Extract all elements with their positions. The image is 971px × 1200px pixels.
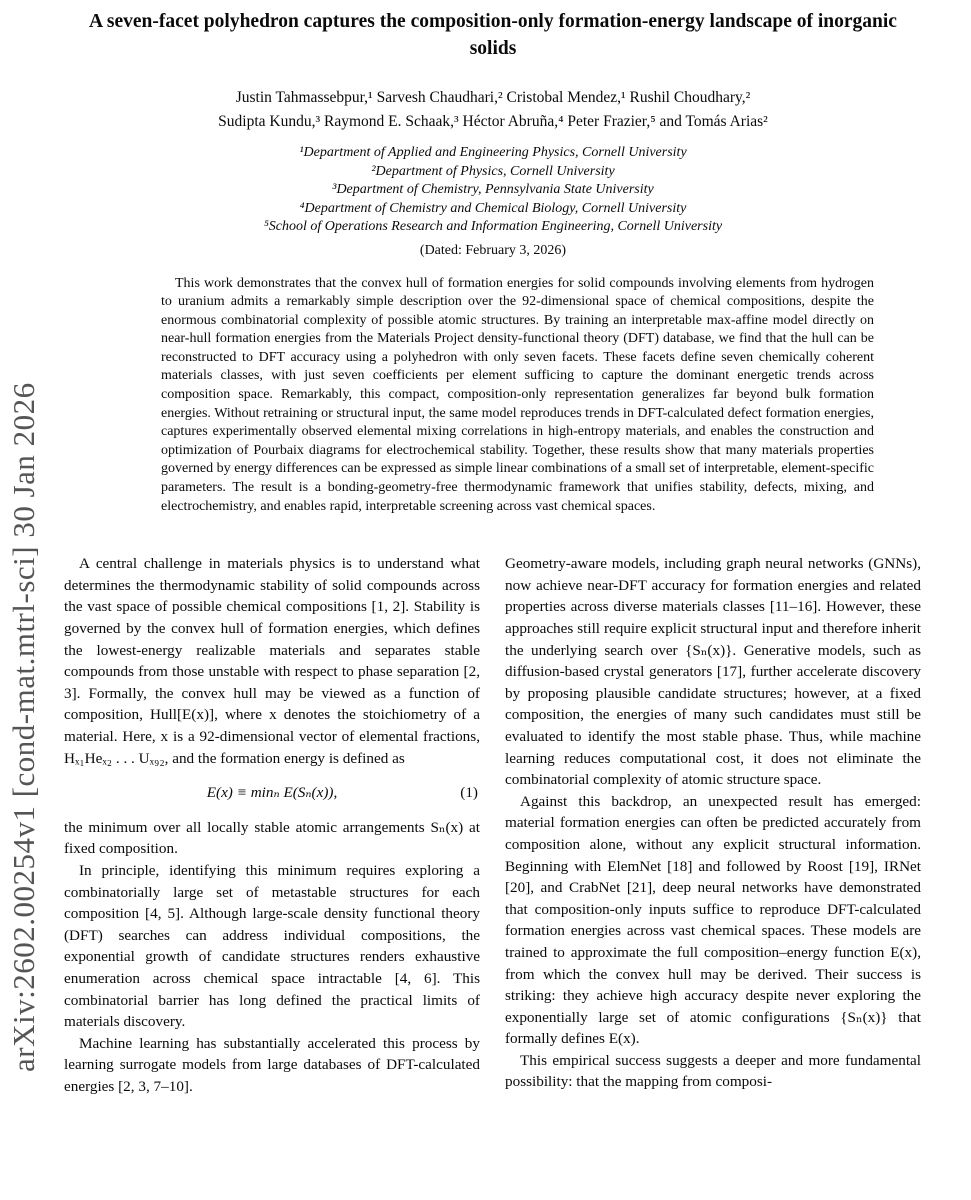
authors-block <box>64 86 922 134</box>
affiliation-line-2: ²Department of Physics, Cornell University <box>371 163 615 179</box>
paragraph-equation-continuation: the minimum over all locally stable atomic arrangements Sₙ(x) at fixed composition. <box>64 818 480 858</box>
right-column <box>505 553 921 1097</box>
paragraph-composition-only: Against this backdrop, an unexpected result has emerged: material formation energies can often be predicted accurately from composition alone, without any explicit structural information. Beginning with ElemNet [18] and followed by Roost [19], IRNet [20], and CrabNet [21], deep neural networks have demonstrated that composition-only inputs suffice to reproduce DFT-calculated formation energies across vast chemical spaces. These models are trained to approximate the full composition–energy function E(x), from which the convex hull may be derived. Their success is striking: they achieve high accuracy despite never exploring the exponentially large set of atomic configurations {Sₙ(x)} that formally defines E(x). <box>505 792 921 1048</box>
authors-line-2: Sudipta Kundu,³ Raymond E. Schaak,³ Héctor Abruña,⁴ Peter Frazier,⁵ and Tomás Arias² <box>218 113 768 130</box>
equation-number: (1) <box>460 784 478 802</box>
body-columns <box>64 553 922 1097</box>
left-column <box>64 553 480 1097</box>
paragraph-geometry-aware: Geometry-aware models, including graph neural networks (GNNs), now achieve near-DFT accuracy for formation energies and related properties across diverse materials classes [11–16]. However, these approaches still require explicit structural input and therefore inherit the underlying search over {Sₙ(x)}. Generative models, such as diffusion-based crystal generators [17], further accelerate discovery by proposing plausible candidate structures; however, at a fixed composition, the energies of many such candidates must still be evaluated to identify the most stable phase. Thus, while machine learning reduces computational cost, it does not eliminate the combinatorial complexity of atomic structure space. <box>505 555 921 789</box>
paragraph-machine-learning: Machine learning has substantially accelerated this process by learning surrogate models from large databases of DFT-calculated energies [2, 3, 7–10]. <box>64 1034 480 1095</box>
affiliations-block <box>64 144 922 237</box>
affiliation-line-4: ⁴Department of Chemistry and Chemical Biology, Cornell University <box>299 200 687 216</box>
paragraph-empirical-success: This empirical success suggests a deeper and more fundamental possibility: that the mapping from composi- <box>505 1051 921 1091</box>
affiliation-line-1: ¹Department of Applied and Engineering Physics, Cornell University <box>299 145 687 160</box>
authors-line-1: Justin Tahmassebpur,¹ Sarvesh Chaudhari,² Cristobal Mendez,¹ Rushil Choudhary,² <box>235 89 751 106</box>
paragraph-combinatorial: In principle, identifying this minimum requires exploring a combinatorially large set of metastable structures for each composition [4, 5]. Although large-scale density functional theory (DFT) searches can address individual compositions, the exponential growth of candidate structures renders exhaustive enumeration across chemical space intractable [4, 6]. This combinatorial barrier has long defined the practical limits of materials discovery. <box>64 861 480 1031</box>
equation-1 <box>64 782 480 804</box>
affiliation-line-5: ⁵School of Operations Research and Information Engineering, Cornell University <box>263 219 723 234</box>
abstract: This work demonstrates that the convex hull of formation energies for solid compounds involving elements from hydrogen to uranium admits a remarkably simple description over the 92-dimensional space of chemical compositions, despite the enormous combinatorial complexity of possible atomic structures. By training an interpretable max-affine model directly on near-hull formation energies from the Materials Project density-functional theory (DFT) database, we find that the hull can be reconstructed to DFT accuracy using a polyhedron with only seven facets. These facets define seven chemically coherent materials classes, with just seven coefficients per element sufficing to capture the dominant energetic trends across composition space. Remarkably, this compact, composition-only representation generalizes far beyond bulk formation energies. Without retraining or structural input, the same model reproduces trends in DFT-calculated defect formation energies, captures experimentally observed elemental mixing correlations in high-entropy materials, and enables the construction and optimization of Pourbaix diagrams for electrochemical stability. Together, these results show that many materials properties governed by energy differences can be expressed as simple linear combinations of a small set of interpretable, element-specific parameters. The result is a bonding-geometry-free thermodynamic framework that unifies stability, defects, mixing, and electrochemistry, and enables rapid, interpretable screening across vast chemical spaces. <box>161 275 874 514</box>
paragraph-intro: A central challenge in materials physics is to understand what determines the thermodynamic stability of solid compounds across the vast space of possible chemical compositions [1, 2]. Stability is governed by the convex hull of formation energies, which defines the lowest-energy realizable materials and separates stable compounds from those unstable with respect to phase separation [2, 3]. Formally, the convex hull may be viewed as a function of composition, Hull[E(x)], where x denotes the stoichiometry of a material. Here, x is a 92-dimensional vector of elemental fractions, Hₓ₁Heₓ₂ . . . Uₓ₉₂, and the formation energy is defined as <box>64 555 480 767</box>
paper-content <box>64 8 922 1097</box>
equation-formula: E(x) ≡ minₙ E(Sₙ(x)), <box>206 784 338 802</box>
affiliation-line-3: ³Department of Chemistry, Pennsylvania State University <box>332 182 654 197</box>
arxiv-watermark: arXiv:2602.00254v1 [cond-mat.mtrl-sci] 30 Jan 2026 <box>6 382 41 1072</box>
date-line: (Dated: February 3, 2026) <box>419 242 567 258</box>
paper-title: A seven-facet polyhedron captures the composition-only formation-energy landscape of inorganic solids <box>89 11 897 59</box>
